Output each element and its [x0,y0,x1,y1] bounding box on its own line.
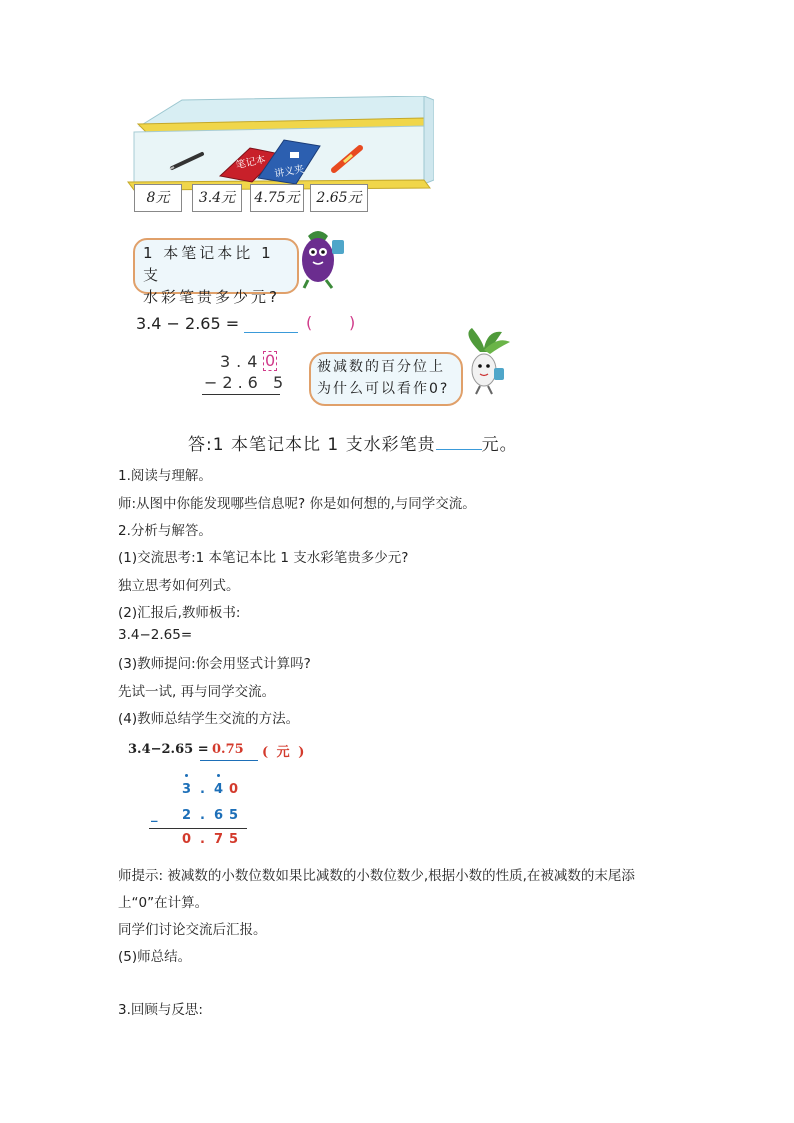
teacher-hint-2: 上“0”在计算。 [118,895,209,911]
solution-result: 0.75 [212,742,244,757]
board-equation: 3.4−2.65= [118,627,193,643]
price-tag-pen: 8元 [134,184,182,212]
hint-bubble [309,352,463,406]
answer-suffix: 元。 [481,435,518,455]
solution-divider [149,828,247,829]
vertical-row-1: 3.4 [220,352,264,371]
eggplant-character-icon [288,222,352,290]
row1-digit-2: 4 [214,782,224,797]
row2-digit-1: 2 [182,808,192,823]
row1-digit-3: 0 [229,782,239,797]
section-analysis: 2.分析与解答。 [118,523,212,539]
vertical-divider [202,394,280,395]
added-zero-box: 0 [265,351,276,370]
vertical-row-2: −2.6 5 [204,373,289,392]
step-4: (4)教师总结学生交流的方法。 [118,711,300,727]
question-bubble [133,238,299,306]
step-3: (3)教师提问:你会用竖式计算吗? [118,656,311,672]
equation-left: 3.4 − 2.65 = [136,314,240,333]
section-review: 3.回顾与反思: [118,1002,203,1018]
step-5: (5)师总结。 [118,949,192,965]
hint-line-1: 被减数的百分位上 [317,359,445,375]
row3-digit-3: 5 [229,832,239,847]
unit-paren-close: ) [349,313,356,332]
question-line-2: 水彩笔贵多少元? [143,288,280,306]
price-tag-marker: 2.65元 [310,184,368,212]
dot-mark-2 [217,774,220,777]
row2-minus: _ [151,808,158,823]
row3-dot: . [200,832,205,847]
teacher-question: 师:从图中你能发现哪些信息呢? 你是如何想的,与同学交流。 [118,496,476,512]
step-3-note: 先试一试, 再与同学交流。 [118,684,276,700]
answer-sentence [188,430,518,455]
equation-answer-blank[interactable] [244,314,298,333]
dot-mark-1 [185,774,188,777]
unit-paren-open: ( [306,313,313,332]
answer-blank[interactable] [436,435,482,450]
row1-digit-1: 3 [182,782,192,797]
row2-digit-3: 5 [229,808,239,823]
row3-digit-1: 0 [182,832,192,847]
discussion: 同学们讨论交流后汇报。 [118,922,267,938]
price-tag-folder: 4.75元 [250,184,304,212]
svg-text:讲义夹: 讲义夹 [273,163,306,181]
solution-unit: ( 元 ) [262,745,307,760]
question-line-1: 1 本笔记本比 1 支 [143,244,274,284]
price-tag-notebook: 3.4元 [192,184,242,212]
row1-dot: . [200,782,205,797]
row3-digit-2: 7 [214,832,224,847]
solution-equation: 3.4−2.65 = [128,742,209,757]
section-reading: 1.阅读与理解。 [118,468,212,484]
answer-prefix: 答:1 本笔记本比 1 支水彩笔贵 [188,435,436,455]
row2-dot: . [200,808,205,823]
teacher-hint-1: 师提示: 被减数的小数位数如果比减数的小数位数少,根据小数的性质,在被减数的末尾添 [118,868,635,884]
step-1-note: 独立思考如何列式。 [118,578,240,594]
step-2: (2)汇报后,教师板书: [118,605,241,621]
radish-character-icon [452,326,514,396]
solution-underline [200,760,258,761]
row2-digit-2: 6 [214,808,224,823]
hint-line-2: 为什么可以看作0? [317,381,450,397]
svg-text:笔记本: 笔记本 [235,154,267,172]
step-1: (1)交流思考:1 本笔记本比 1 支水彩笔贵多少元? [118,550,409,566]
